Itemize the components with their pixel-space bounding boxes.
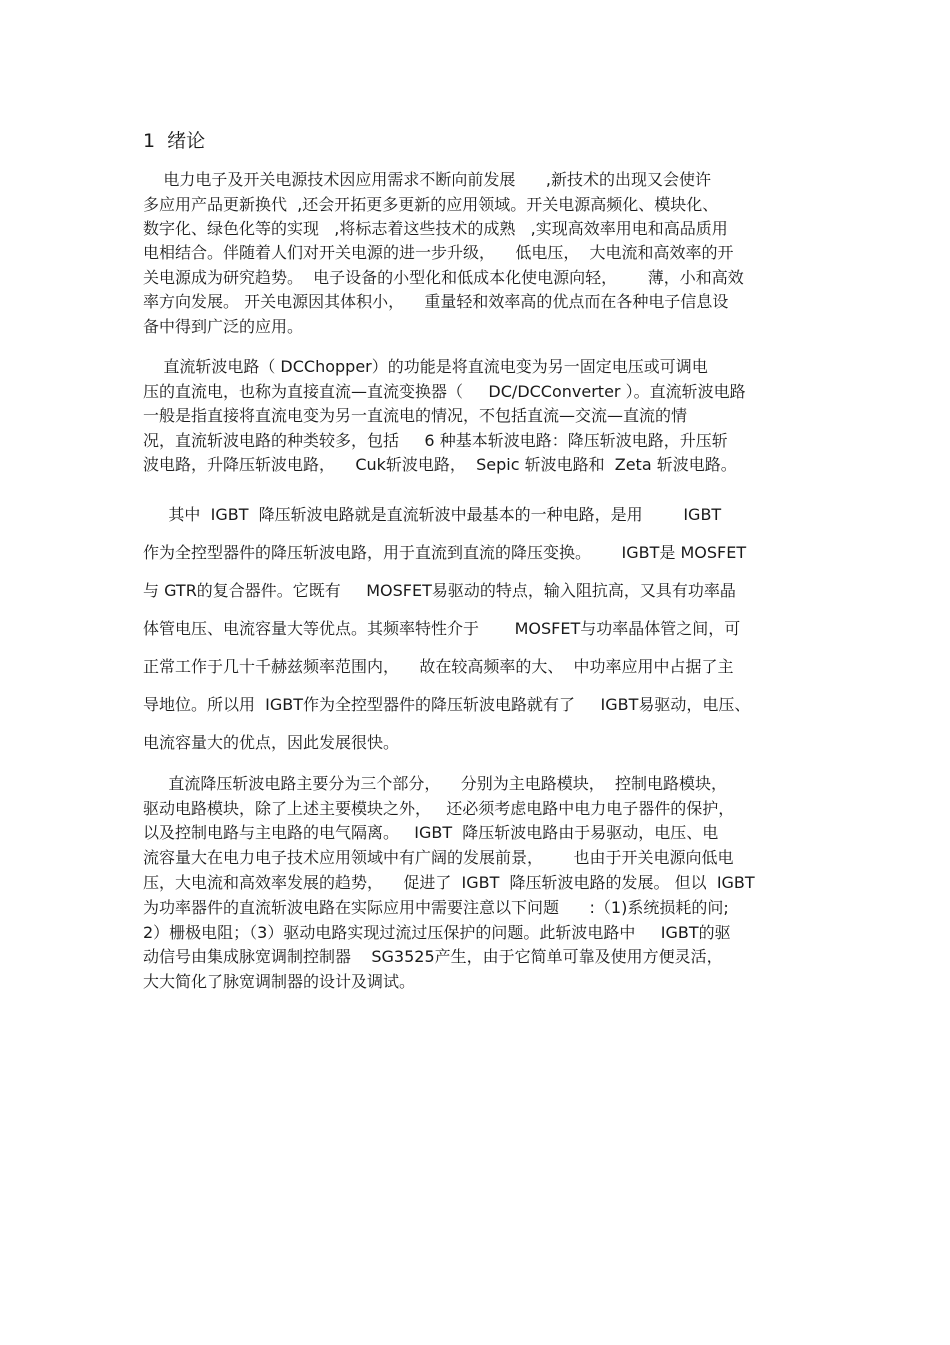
paragraph-line: 导地位。所以用 IGBT作为全控型器件的降压斩波电路就有了 IGBT易驱动，电压、: [143, 695, 751, 714]
paragraph-line: 正常工作于几十千赫兹频率范围内， 故在较高频率的大、 中功率应用中占据了主: [143, 657, 734, 676]
paragraph-line: 电力电子及开关电源技术因应用需求不断向前发展 ,新技术的出现又会使许: [143, 170, 711, 189]
paragraph-line: 波电路，升降压斩波电路， Cuk斩波电路， Sepic 斩波电路和 Zeta 斩波电路。: [143, 455, 737, 474]
paragraph-line: 与 GTR的复合器件。它既有 MOSFET易驱动的特点，输入阻抗高，又具有功率晶: [143, 581, 736, 600]
paragraph-line: 压的直流电，也称为直接直流—直流变换器（ DC/DCConverter ）。直流斩波电路: [143, 382, 746, 401]
paragraph-line: 其中 IGBT 降压斩波电路就是直流斩波中最基本的一种电路，是用 IGBT: [143, 505, 722, 524]
paragraph-line: 况，直流斩波电路的种类较多，包括 6 种基本斩波电路：降压斩波电路，升压斩: [143, 431, 728, 450]
paragraph-line: 一般是指直接将直流电变为另一直流电的情况，不包括直流—交流—直流的情: [143, 406, 688, 425]
paragraph-line: 关电源成为研究趋势。 电子设备的小型化和低成本化使电源向轻， 薄，小和高效: [143, 268, 744, 287]
paragraph-line: 流容量大在电力电子技术应用领域中有广阔的发展前景， 也由于开关电源向低电: [143, 848, 734, 867]
paragraph-line: 压，大电流和高效率发展的趋势， 促进了 IGBT 降压斩波电路的发展。 但以 IGBT: [143, 873, 755, 892]
paragraph-line: 为功率器件的直流斩波电路在实际应用中需要注意以下问题 :（1)系统损耗的问;: [143, 898, 729, 917]
paragraph-line: 电相结合。伴随着人们对开关电源的进一步升级， 低电压， 大电流和高效率的开: [143, 243, 734, 262]
paragraph-line: 体管电压、电流容量大等优点。其频率特性介于 MOSFET与功率晶体管之间，可: [143, 619, 741, 638]
paragraph-line: 动信号由集成脉宽调制控制器 SG3525产生，由于它简单可靠及使用方便灵活，: [143, 947, 723, 966]
paragraph-line: 率方向发展。 开关电源因其体积小， 重量轻和效率高的优点而在各种电子信息设: [143, 292, 729, 311]
section-heading: 1 绪论: [143, 130, 206, 152]
paragraph-line: 直流斩波电路（ DCChopper）的功能是将直流电变为另一固定电压或可调电: [143, 357, 708, 376]
paragraph-line: 备中得到广泛的应用。: [143, 317, 304, 336]
paragraph-line: 电流容量大的优点，因此发展很快。: [143, 733, 400, 752]
paragraph-line: 作为全控型器件的降压斩波电路，用于直流到直流的降压变换。 IGBT是 MOSFET: [143, 543, 747, 562]
paragraph-line: 直流降压斩波电路主要分为三个部分， 分别为主电路模块， 控制电路模块，: [143, 774, 727, 793]
paragraph-line: 大大简化了脉宽调制器的设计及调试。: [143, 972, 416, 991]
paragraph-line: 2）栅极电阻；（3）驱动电路实现过流过压保护的问题。此斩波电路中 IGBT的驱: [143, 923, 731, 942]
paragraph-line: 以及控制电路与主电路的电气隔离。 IGBT 降压斩波电路由于易驱动，电压、电: [143, 823, 719, 842]
paragraph-line: 多应用产品更新换代 ,还会开拓更多更新的应用领域。开关电源高频化、模块化、: [143, 195, 719, 214]
paragraph-line: 数字化、绿色化等的实现 ,将标志着这些技术的成熟 ,实现高效率用电和高品质用: [143, 219, 728, 238]
paragraph-line: 驱动电路模块，除了上述主要模块之外， 还必须考虑电路中电力电子器件的保护，: [143, 799, 735, 818]
